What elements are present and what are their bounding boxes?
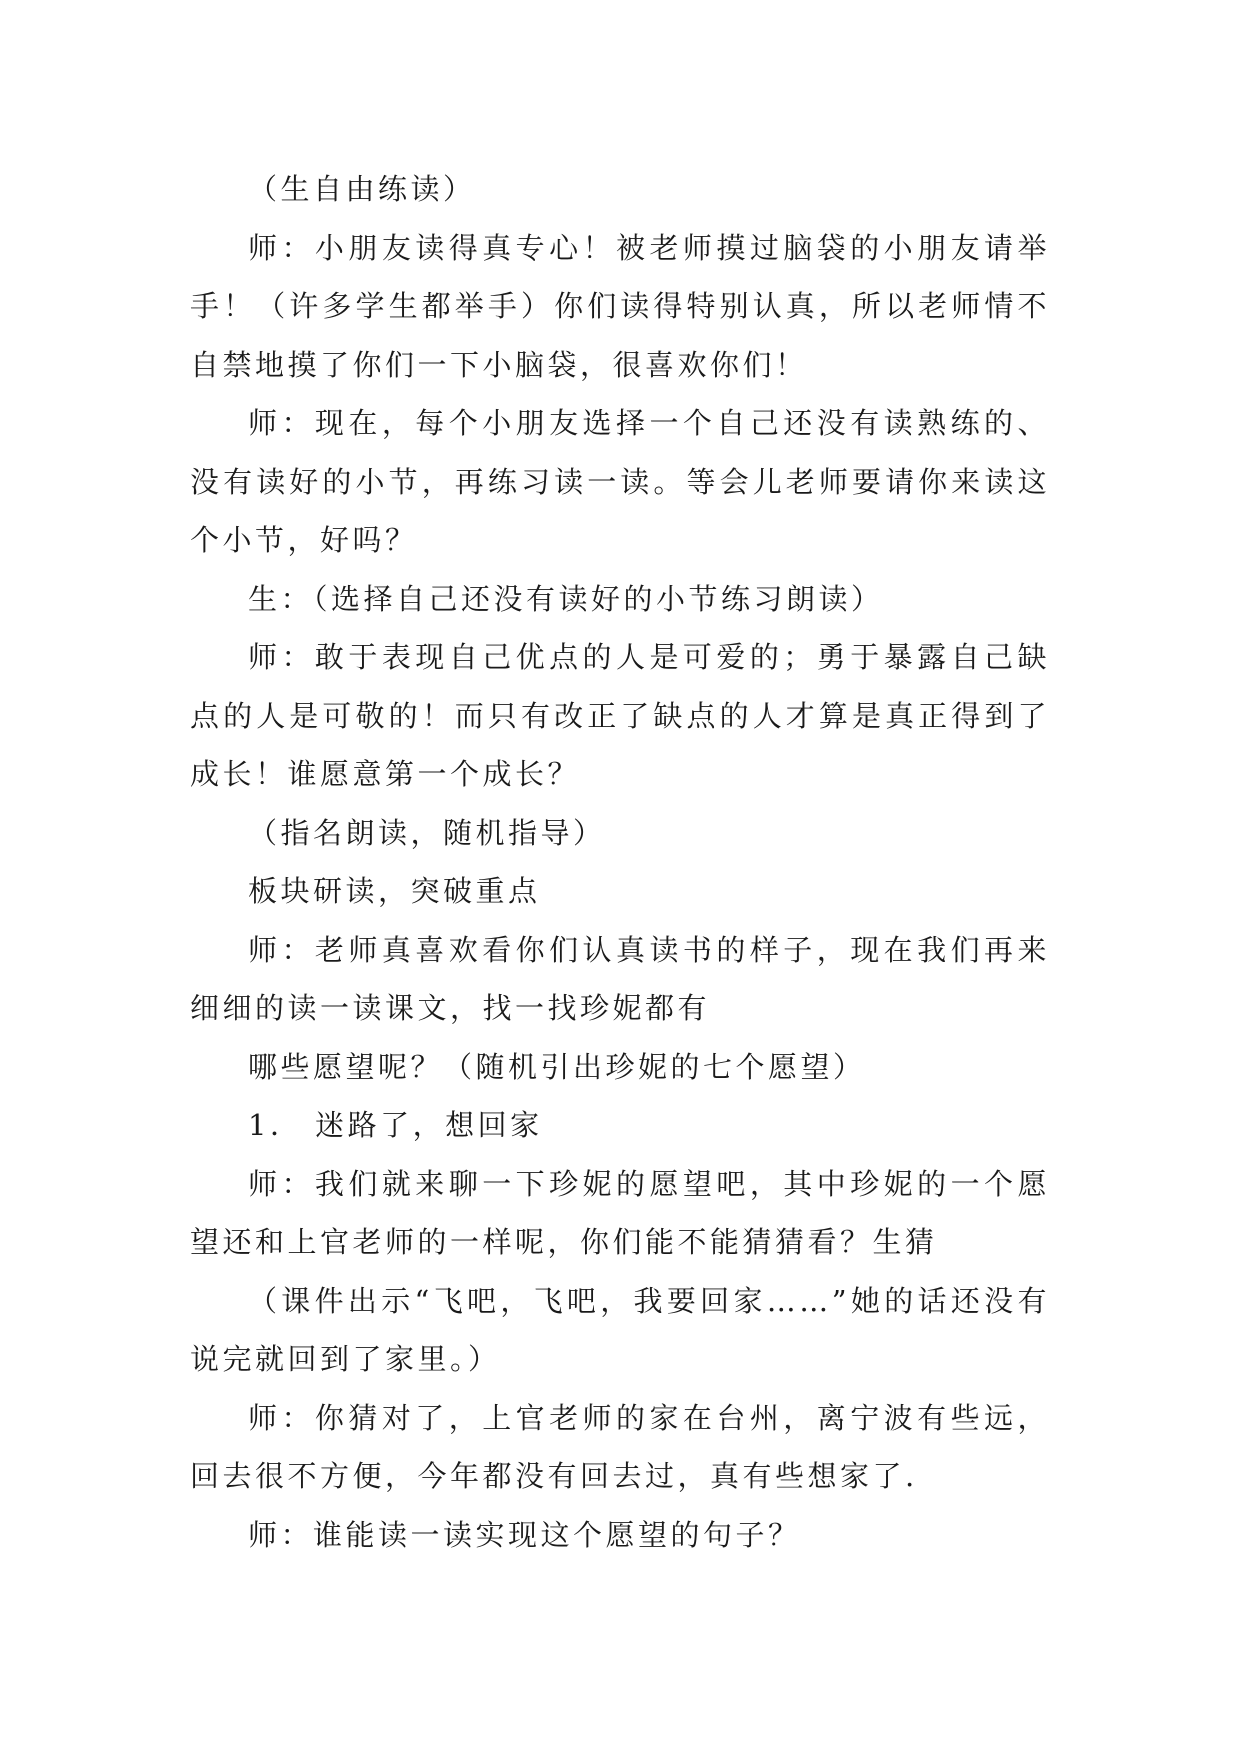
paragraph: 生：（选择自己还没有读好的小节练习朗读）	[248, 581, 884, 616]
paragraph: 师：你猜对了，上官老师的家在台州，离宁波有些远，回去很不方便，今年都没有回去过，真有些想家了.	[190, 1400, 1050, 1493]
paragraph: 师：小朋友读得真专心！被老师摸过脑袋的小朋友请举手！（许多学生都举手）你们读得特别认真，所以老师情不自禁地摸了你们一下小脑袋，很喜欢你们！	[190, 230, 1050, 382]
numbered-heading: 1． 迷路了，想回家	[248, 1108, 543, 1142]
paragraph: （生自由练读）	[248, 172, 476, 206]
document-page	[190, 160, 1050, 1564]
paragraph: （课件出示“飞吧，飞吧，我要回家……”她的话还没有说完就回到了家里。）	[190, 1283, 1050, 1376]
paragraph: 师：现在，每个小朋友选择一个自己还没有读熟练的、没有读好的小节，再练习读一读。等会儿老师要请你来读这个小节，好吗？	[190, 406, 1050, 557]
paragraph: 师：敢于表现自己优点的人是可爱的；勇于暴露自己缺点的人是可敬的！而只有改正了缺点的人才算是真正得到了成长！谁愿意第一个成长？	[190, 640, 1050, 791]
paragraph: 师：我们就来聊一下珍妮的愿望吧，其中珍妮的一个愿望还和上官老师的一样呢，你们能不能猜猜看？生猜	[190, 1166, 1050, 1259]
paragraph: 师：谁能读一读实现这个愿望的句子？	[248, 1517, 801, 1552]
paragraph: 师：老师真喜欢看你们认真读书的样子，现在我们再来细细的读一读课文，找一找珍妮都有	[190, 932, 1050, 1025]
section-heading: 板块研读，突破重点	[248, 874, 541, 908]
paragraph: 哪些愿望呢？（随机引出珍妮的七个愿望）	[248, 1049, 866, 1084]
paragraph: （指名朗读，随机指导）	[248, 815, 606, 850]
